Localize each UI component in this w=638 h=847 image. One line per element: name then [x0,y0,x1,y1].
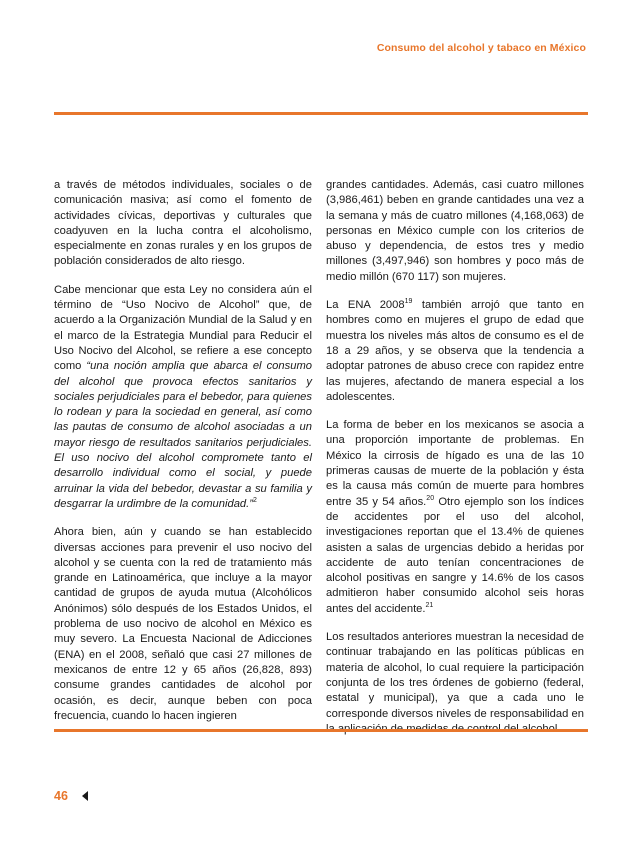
paragraph-text: La ENA 2008 [326,299,405,312]
footnote-ref: 20 [426,494,435,502]
header-rule [54,112,588,115]
paragraph-text: Otro ejemplo son los índices de accidentes por el uso del alcohol, investigaciones reportan que el 13.4% de quienes asisten a salas de urgencias debido a heridas por accidente de auto tenían concentraciones de alcohol positivas en sangre y 14.6% de los casos admitieron haber consumido alcohol seis horas antes del accidente. [326,495,584,615]
previous-page-arrow-icon[interactable] [82,791,88,801]
paragraph [326,418,584,617]
footer-rule [54,729,588,732]
footnote-ref: 19 [404,298,413,306]
paragraph: a través de métodos individuales, sociales o de comunicación masiva; así como el fomento de actividades cívicas, deportivas y culturales que coadyuven en la lucha contra el alcoholismo, especialmente en zonas rurales y en los grupos de población considerados de alto riesgo. [54,179,312,268]
page-footer [54,789,88,803]
running-header: Consumo del alcohol y tabaco en México [376,42,586,54]
paragraph: grandes cantidades. Además, casi cuatro millones (3,986,461) beben en grande cantidades una vez a la semana y más de cuatro millones (4,168,063) de personas en México cumple con los criterios de abuso y dependencia, de estos tres y medio millones (3,497,946) son hombres y poco más de medio millón (670 117) son mujeres. [326,179,584,283]
paragraph: Los resultados anteriores muestran la necesidad de continuar trabajando en las políticas públicas en materia de alcohol, lo cual requiere la participación conjunta de los tres órdenes de gobierno (federal, estatal y municipal), ya que a cada uno le corresponde diversos niveles de responsabilidad en [326,631,584,720]
paragraph-text: Cabe mencionar que esta Ley no considera aún el término de “Uso Nocivo de Alcohol” que, de acuerdo a la Organización Mundial de la Salud y en el marco de la Estrategia Mundial para Reducir el Uso Nocivo del Alcohol, se refiere a ese concepto como [54,283,312,373]
italic-quote: “una noción amplia que abarca el consumo del alcohol que provoca efectos sanitarios y sociales perjudiciales para el bebedor, para quienes lo rodean y para la sociedad en general, así como las pautas de consumo de alcohol asociadas a un mayor riesgo de resultados sanitarios perjudiciales. El uso nocivo del alcohol compromete tanto el desarrollo individual como el social, y puede arruinar la vida del bebedor, devastar a su familia y desgarrar la urdimbre de la comunidad.” [54,360,312,510]
paragraph [54,283,312,512]
right-column [326,178,584,750]
left-column [54,178,312,737]
paragraph-text: también arrojó que tanto en hombres como en mujeres el grupo de edad que muestra los niveles más altos de consumo es el de 18 a 29 años, y se observa que la tendencia a adoptar patrones de abuso crece con rapidez entre las mujeres, afectando de manera especial a los adolescentes. [326,299,585,403]
paragraph-text: La forma de beber en los mexicanos se asocia a una proporción importante de problemas. En México la cirrosis de hígado es una de las 10 primeras causas de muerte de la población y ésta es la causa más común de muerte para hombres entre 35 y 54 años. [326,419,584,508]
paragraph [326,298,584,405]
page-number: 46 [54,789,68,803]
footnote-ref: 2 [253,496,257,504]
paragraph: Ahora bien, aún y cuando se han establecido diversas acciones para prevenir el uso nocivo del alcohol y se cuenta con la red de tratamiento más grande en Latinoamérica, que incluye a la mayor cantidad de grupos de ayuda mutua (Alcohólicos Anónimos) sólo después de los Estados Unidos, el problema de uso nocivo de alcohol en México es muy severo. La Encuesta Nacional de Adicciones (ENA) en el 2008, señaló que casi 27 millones de mexicanos de entre 12 y 65 años (26,828, 893) consume grandes cantidades de alcohol por ocasión, es decir, aunque beben con poca frecuencia, cuando lo hacen ingieren [54,526,312,722]
footnote-ref: 21 [425,601,434,609]
